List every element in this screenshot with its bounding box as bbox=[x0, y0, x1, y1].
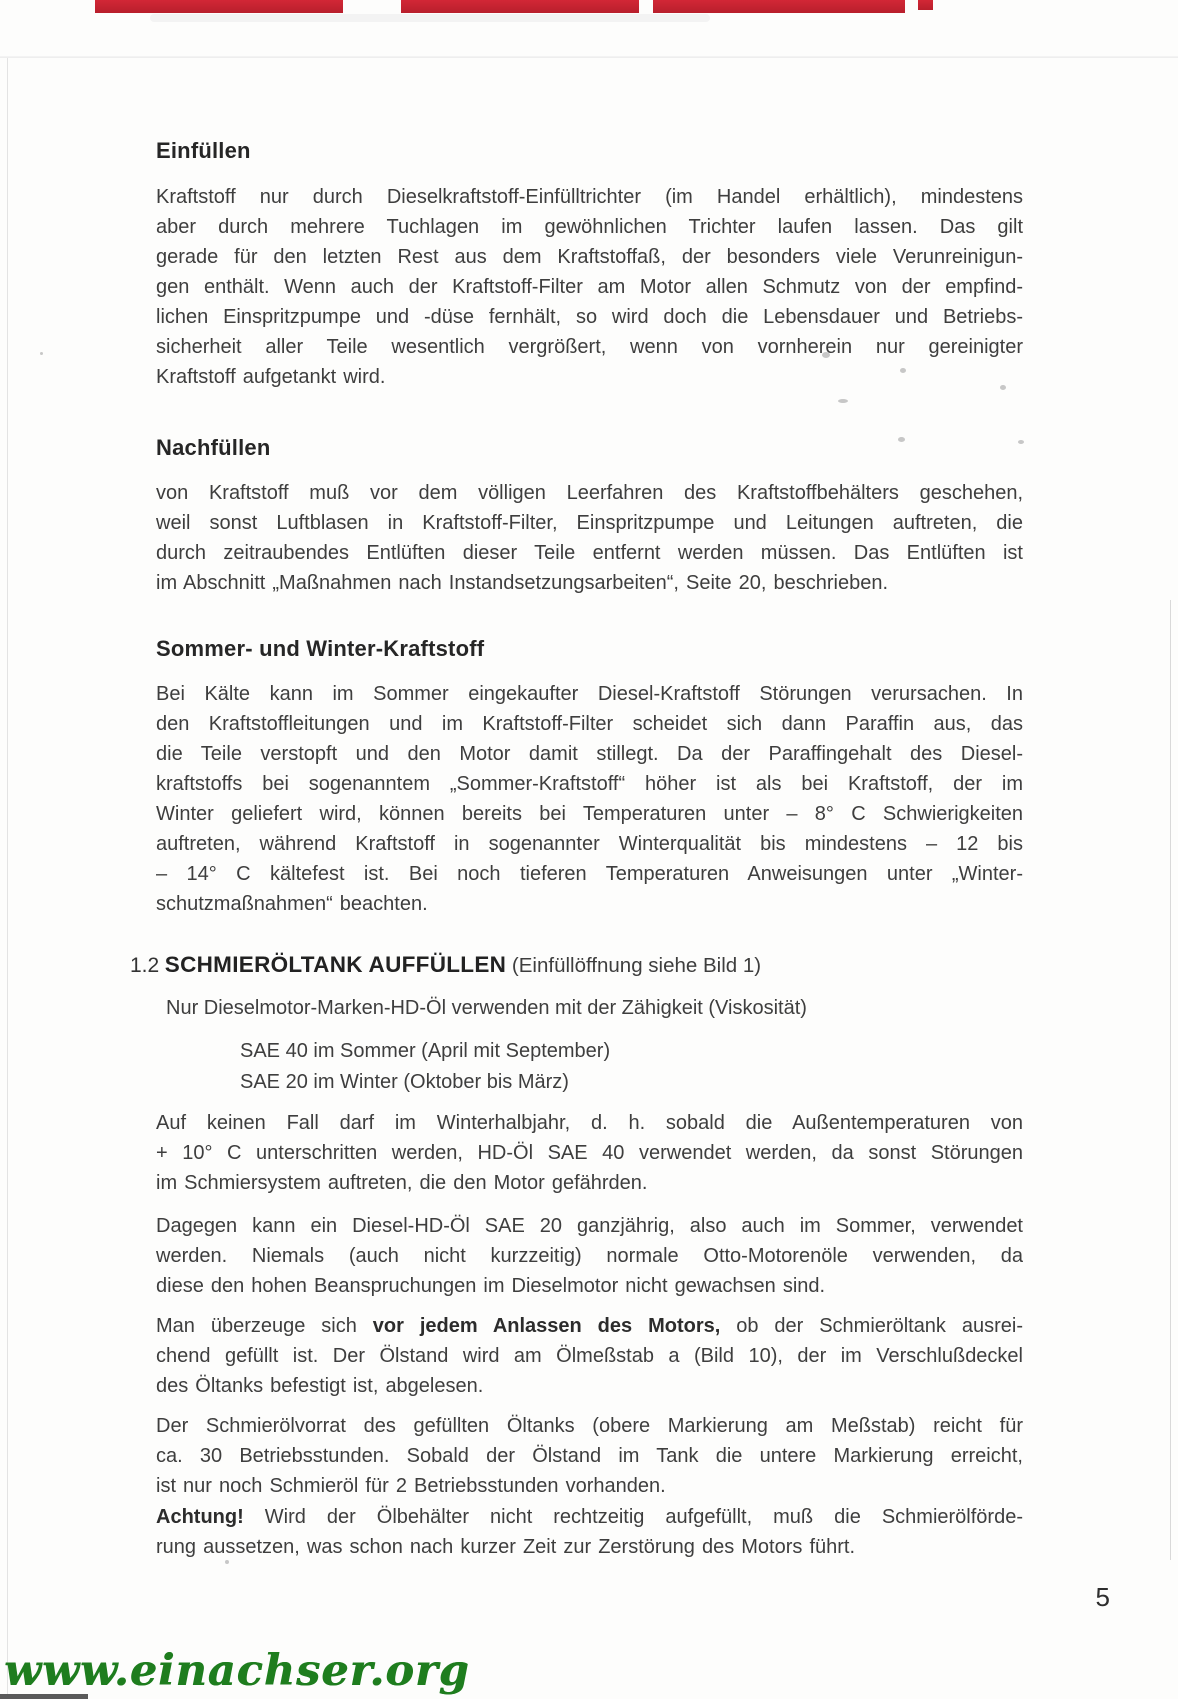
heading-einfuellen: Einfüllen bbox=[156, 138, 251, 163]
text-line: diese den hohen Beanspruchungen im Dieselmotor nicht gewachsen sind. bbox=[156, 1275, 826, 1297]
page-number: 5 bbox=[1095, 1582, 1110, 1612]
sae-list bbox=[240, 1036, 940, 1098]
list-item: SAE 40 im Sommer (April mit September) bbox=[240, 1040, 611, 1062]
text-run: ob der Schmieröltank ausrei- bbox=[720, 1315, 1023, 1337]
paragraph-dagegen bbox=[156, 1211, 1023, 1301]
scan-edge-red-artifact bbox=[653, 0, 905, 13]
scan-left-edge bbox=[7, 58, 8, 1699]
text-line: Der Schmierölvorrat des gefüllten Öltanks (obere Markierung am Meßstab) reicht für bbox=[156, 1415, 1023, 1437]
text-line: kraftstoffs bei sogenanntem „Sommer-Kraftstoff“ höher ist als bei Kraftstoff, der im bbox=[156, 773, 1023, 795]
scan-edge-red-artifact bbox=[401, 0, 639, 13]
scan-edge-red-artifact bbox=[95, 0, 343, 13]
heading-nachfuellen: Nachfüllen bbox=[156, 435, 271, 460]
text-run: Wird der Ölbehälter nicht rechtzeitig aufgefüllt, muß die Schmierölförde- bbox=[243, 1506, 1023, 1528]
intro-line: Nur Dieselmotor-Marken-HD-Öl verwenden mit der Zähigkeit (Viskosität) bbox=[166, 997, 807, 1019]
text-line: im Schmiersystem auftreten, die den Motor gefährden. bbox=[156, 1172, 648, 1194]
scan-right-edge bbox=[1170, 600, 1171, 1560]
section-title: SCHMIERÖLTANK AUFFÜLLEN bbox=[164, 952, 507, 977]
section-heading-schmieroeltank bbox=[130, 950, 1030, 981]
paragraph-achtung bbox=[156, 1502, 1023, 1562]
text-line bbox=[156, 1502, 1023, 1532]
text-line: die Teile verstopft und den Motor damit stillegt. Da der Paraffingehalt des Diesel- bbox=[156, 743, 1023, 765]
text-line: Winter geliefert wird, können bereits bei Temperaturen unter – 8° C Schwierigkeiten bbox=[156, 803, 1023, 825]
text-line: ist nur noch Schmieröl für 2 Betriebsstunden vorhanden. bbox=[156, 1475, 666, 1497]
text-line: auftreten, während Kraftstoff in sogenannter Winterqualität bis mindestens – 12 bis bbox=[156, 833, 1023, 855]
text-line: lichen Einspritzpumpe und -düse fernhält, so wird doch die Lebensdauer und Betriebs- bbox=[156, 306, 1023, 328]
scan-speck bbox=[40, 352, 43, 355]
paragraph-auf-keinen-fall bbox=[156, 1108, 1023, 1198]
text-line: + 10° C unterschritten werden, HD-Öl SAE 40 verwendet werden, da sonst Störungen bbox=[156, 1142, 1023, 1164]
watermark-text: www.einachser.org bbox=[4, 1646, 470, 1696]
text-line: ca. 30 Betriebsstunden. Sobald der Ölstand im Tank die untere Markierung erreicht, bbox=[156, 1445, 1023, 1467]
text-line: werden. Niemals (auch nicht kurzzeitig) normale Otto-Motorenöle verwenden, da bbox=[156, 1245, 1023, 1267]
text-line: schutzmaßnahmen“ beachten. bbox=[156, 893, 428, 915]
paragraph-man-ueberzeuge bbox=[156, 1311, 1023, 1401]
text-line bbox=[156, 1311, 1023, 1341]
section-number: 1.2 bbox=[130, 954, 160, 977]
text-line: Kraftstoff nur durch Dieselkraftstoff-Einfülltrichter (im Handel erhältlich), mindestens bbox=[156, 186, 1023, 208]
text-line: gerade für den letzten Rest aus dem Kraftstoffaß, der besonders viele Verunreinigun- bbox=[156, 246, 1023, 268]
heading-sommer-winter: Sommer- und Winter-Kraftstoff bbox=[156, 636, 485, 661]
bold-text-run: Achtung! bbox=[156, 1506, 244, 1528]
text-line: des Öltanks befestigt ist, abgelesen. bbox=[156, 1375, 484, 1397]
paragraph-einfuellen bbox=[156, 182, 1023, 392]
scan-smudge bbox=[150, 14, 710, 22]
section-title-suffix: (Einfüllöffnung siehe Bild 1) bbox=[506, 954, 762, 977]
text-line: von Kraftstoff muß vor dem völligen Leerfahren des Kraftstoffbehälters geschehen, bbox=[156, 482, 1023, 504]
text-line: rung aussetzen, was schon nach kurzer Zeit zur Zerstörung des Motors führt. bbox=[156, 1536, 856, 1558]
paragraph-sommer-winter bbox=[156, 679, 1023, 919]
text-line: gen enthält. Wenn auch der Kraftstoff-Filter am Motor allen Schmutz von der empfind- bbox=[156, 276, 1023, 298]
scan-seam-line bbox=[0, 56, 1178, 58]
text-line: – 14° C kältefest ist. Bei noch tieferen Temperaturen Anweisungen unter „Winter- bbox=[156, 863, 1023, 885]
scan-edge-red-artifact bbox=[918, 0, 933, 10]
text-run: Man überzeuge sich bbox=[156, 1315, 373, 1337]
scan-speck bbox=[838, 399, 848, 403]
text-line: chend gefüllt ist. Der Ölstand wird am Ölmeßstab a (Bild 10), der im Verschlußdeckel bbox=[156, 1345, 1023, 1367]
text-line: sicherheit aller Teile wesentlich vergrößert, wenn von vornherein nur gereinigter bbox=[156, 336, 1023, 358]
bold-text-run: vor jedem Anlassen des Motors, bbox=[372, 1315, 721, 1337]
text-line: Auf keinen Fall darf im Winterhalbjahr, d. h. sobald die Außentemperaturen von bbox=[156, 1112, 1023, 1134]
text-line: im Abschnitt „Maßnahmen nach Instandsetzungsarbeiten“, Seite 20, beschrieben. bbox=[156, 572, 889, 594]
text-line: den Kraftstoffleitungen und im Kraftstoff-Filter scheidet sich dann Paraffin aus, das bbox=[156, 713, 1023, 735]
paragraph-schmieroelvorrat bbox=[156, 1411, 1023, 1501]
text-line: durch zeitraubendes Entlüften dieser Teile entfernt werden müssen. Das Entlüften ist bbox=[156, 542, 1023, 564]
text-line: aber durch mehrere Tuchlagen im gewöhnlichen Trichter laufen lassen. Das gilt bbox=[156, 216, 1023, 238]
text-line: Bei Kälte kann im Sommer eingekaufter Diesel-Kraftstoff Störungen verursachen. In bbox=[156, 683, 1023, 705]
text-line: Kraftstoff aufgetankt wird. bbox=[156, 366, 386, 388]
list-item: SAE 20 im Winter (Oktober bis März) bbox=[240, 1071, 569, 1093]
text-line: weil sonst Luftblasen in Kraftstoff-Filter, Einspritzpumpe und Leitungen auftreten, die bbox=[156, 512, 1023, 534]
paragraph-nachfuellen bbox=[156, 478, 1023, 598]
text-line: Dagegen kann ein Diesel-HD-Öl SAE 20 ganzjährig, also auch im Sommer, verwendet bbox=[156, 1215, 1023, 1237]
